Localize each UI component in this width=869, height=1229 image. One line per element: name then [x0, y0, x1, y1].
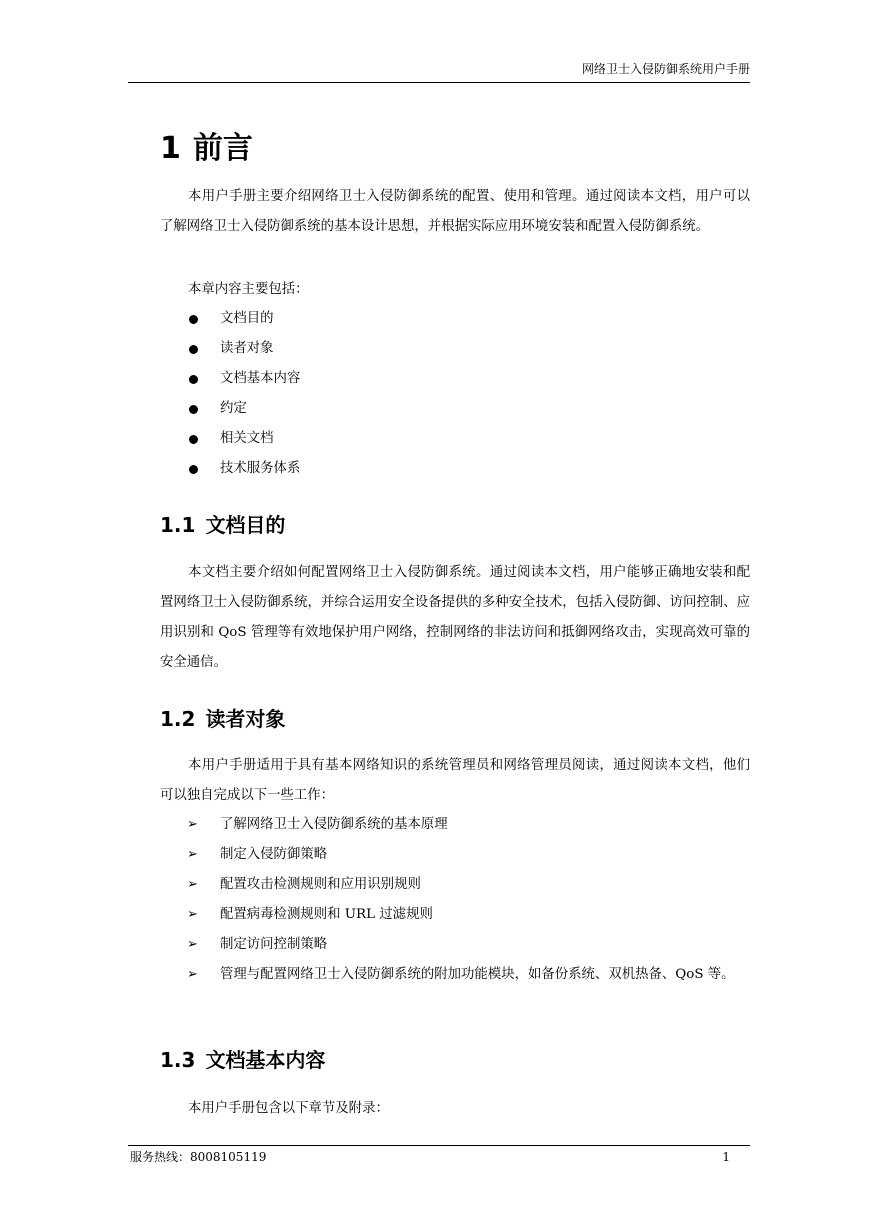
- section-number: 1.2: [160, 707, 196, 731]
- list-item-text: 配置攻击检测规则和应用识别规则: [220, 877, 421, 892]
- page-number: 1: [722, 1150, 730, 1164]
- arrow-bullet-icon: ➢: [187, 817, 198, 832]
- arrow-bullet-icon: ➢: [187, 877, 198, 892]
- list-item: [160, 960, 750, 990]
- list-item-text: 约定: [220, 401, 247, 416]
- section-1-3-paragraph: 本用户手册包含以下章节及附录：: [188, 1101, 389, 1116]
- bullet-dot-icon: [189, 375, 198, 384]
- list-item: [160, 454, 750, 484]
- list-item: [160, 870, 750, 900]
- section-1-1-paragraph: 本文档主要介绍如何配置网络卫士入侵防御系统。通过阅读本文档，用户能够正确地安装和配置网络卫士入侵防御系统，并综合运用安全设备提供的多种安全技术，包括入侵防御、访问控制、应用识别和 QoS 管理等有效地保护用户网络，控制网络的非法访问和抵御网络攻击，实现高效可靠的安全通信。: [160, 565, 750, 670]
- list-item: [160, 304, 750, 334]
- section-heading-1-3: [160, 1046, 325, 1074]
- page-footer: [128, 1145, 750, 1164]
- page-header: [128, 0, 750, 83]
- section-heading-1-1: [160, 511, 285, 539]
- arrow-bullet-icon: ➢: [187, 847, 198, 862]
- reader-tasks-list: [160, 810, 750, 990]
- list-item: [160, 810, 750, 840]
- section-title: 文档基本内容: [205, 1048, 326, 1072]
- list-item: [160, 364, 750, 394]
- arrow-bullet-icon: ➢: [187, 967, 198, 982]
- section-number: 1.3: [160, 1048, 196, 1072]
- chapter-number: 1: [160, 131, 181, 166]
- bullet-dot-icon: [189, 315, 198, 324]
- list-item: [160, 900, 750, 930]
- list-item: [160, 930, 750, 960]
- list-item-text: 管理与配置网络卫士入侵防御系统的附加功能模块，如备份系统、双机热备、QoS 等。: [220, 967, 735, 982]
- footer-hotline: 服务热线：8008105119: [130, 1150, 267, 1164]
- list-item-text: 技术服务体系: [220, 461, 301, 476]
- section-heading-1-2: [160, 705, 285, 733]
- chapter-heading: [160, 128, 253, 170]
- arrow-bullet-icon: ➢: [187, 937, 198, 952]
- section-1-2-paragraph: 本用户手册适用于具有基本网络知识的系统管理员和网络管理员阅读，通过阅读本文档，他们可以独自完成以下一些工作：: [160, 758, 750, 803]
- list-item: [160, 840, 750, 870]
- arrow-bullet-icon: ➢: [187, 907, 198, 922]
- list-item-text: 相关文档: [220, 431, 274, 446]
- list-item: [160, 394, 750, 424]
- list-item-text: 制定访问控制策略: [220, 937, 328, 952]
- bullet-dot-icon: [189, 405, 198, 414]
- list-item-text: 制定入侵防御策略: [220, 847, 328, 862]
- list-item-text: 读者对象: [220, 341, 274, 356]
- list-item: [160, 334, 750, 364]
- bullet-dot-icon: [189, 465, 198, 474]
- list-item-text: 文档基本内容: [220, 371, 301, 386]
- list-item: [160, 424, 750, 454]
- list-item-text: 文档目的: [220, 311, 274, 326]
- section-title: 文档目的: [205, 513, 286, 537]
- chapter-intro-paragraph: 本用户手册主要介绍网络卫士入侵防御系统的配置、使用和管理。通过阅读本文档，用户可以了解网络卫士入侵防御系统的基本设计思想，并根据实际应用环境安装和配置入侵防御系统。: [160, 189, 750, 234]
- list-item-text: 配置病毒检测规则和 URL 过滤规则: [220, 907, 433, 922]
- bullet-dot-icon: [189, 345, 198, 354]
- bullet-dot-icon: [189, 435, 198, 444]
- section-number: 1.1: [160, 513, 196, 537]
- chapter-title: 前言: [192, 131, 253, 166]
- chapter-contents-intro: 本章内容主要包括：: [188, 282, 309, 297]
- list-item-text: 了解网络卫士入侵防御系统的基本原理: [220, 817, 448, 832]
- section-title: 读者对象: [205, 707, 286, 731]
- chapter-contents-list: [160, 304, 750, 484]
- header-title: 网络卫士入侵防御系统用户手册: [581, 62, 750, 76]
